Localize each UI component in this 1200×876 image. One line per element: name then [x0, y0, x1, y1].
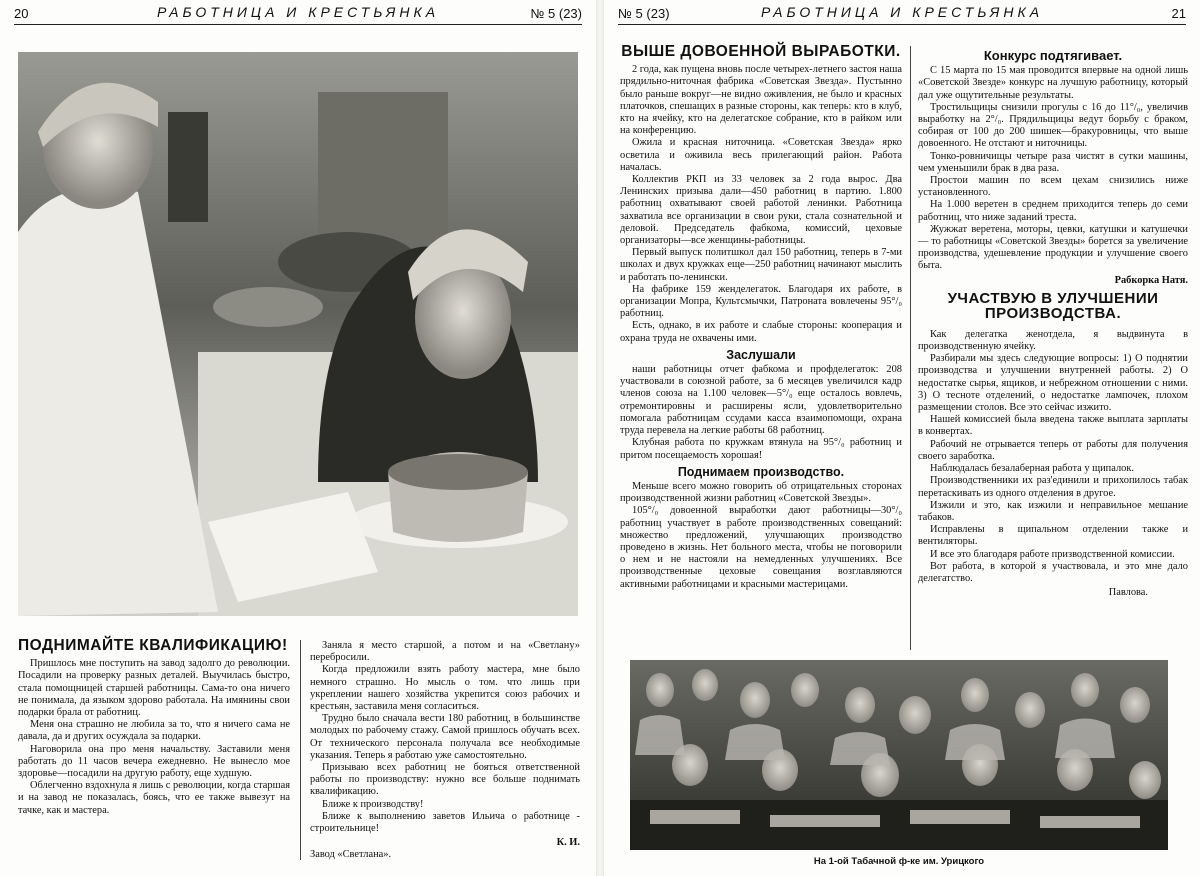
- article-b-title: Конкурс подтягивает.: [983, 48, 1123, 63]
- left-article-col1: [18, 637, 290, 817]
- paragraph: Когда предложили взять работу мастера, мне было немного страшно. Но мысль о том. что лишь при укреплении нашего хозяйства укрепится союз рабочих и крестьян, заставила меня согласиться.: [310, 664, 580, 713]
- article-c-signature: Павлова.: [1108, 587, 1148, 599]
- tobacco-factory-photo: [630, 660, 1168, 850]
- paragraph: Как делегатка женотдела, я выдвинута в производственную ячейку.: [918, 328, 1188, 353]
- article-a-title: ВЫШЕ ДОВОЕННОЙ ВЫРАБОТКИ.: [621, 43, 901, 60]
- magazine-title: РАБОТНИЦА И КРЕСТЬЯНКА: [760, 4, 1044, 20]
- page-number: 20: [14, 6, 29, 21]
- article-a-subheading: Заслушали: [726, 347, 796, 362]
- paragraph: Рабочий не отрывается теперь от работы для получения своего заработка.: [918, 438, 1188, 462]
- paragraph: Изжили и это, как изжили и неправильное мешание табаков.: [918, 499, 1188, 523]
- right-page: [604, 0, 1200, 876]
- paragraph: Производственники их раз'единили и прихопилось табак перетаскивать из одного отделения в другое.: [918, 475, 1188, 499]
- header-rule: [14, 24, 582, 25]
- paragraph: Заняла я место старшой, а потом и на «Светлану» перебросили.: [310, 640, 580, 664]
- canteen-photo: [18, 52, 578, 616]
- paragraph: Есть, однако, в их работе и слабые стороны: кооперация и охрана труда не охвачены ими.: [620, 320, 902, 344]
- paragraph: Меня она страшно не любила за то, что я ничего сама не давала, да и других осуждала за подарки.: [18, 719, 290, 743]
- paragraph: Пришлось мне поступить на завод задолго до революции. Посадили на проверку разных деталей. Выучилась быстро, стала помощницей старшей работницы. Сама-то она ничего не понимала, да языком здорово работала. На имянины свои подарки брала от работниц.: [18, 658, 290, 719]
- paragraph: 105°/₀ довоенной выработки дают работницы—30°/₀ работниц участвует в работе производственных совещаний: множество предложений, улучшающих производство проведено в жизнь. Нет больного места, чтобы не поговорили о нем и не настояли на немедленных улучшениях. Все производственные цеховые совещания возглавляются активными работницами и красными мастерицами.: [620, 505, 902, 590]
- paragraph: Тростильщицы снизили прогулы с 16 до 11°/₀, увеличив выработку на 2°/₀. Прядильщицы ведут борьбу с браком, собирая от 100 до 200 шишек—бракуровницы, что выше довоенного. Не отстают и ниточницы.: [918, 101, 1188, 150]
- author-signature: К. И.: [556, 837, 580, 849]
- article-a: [620, 43, 902, 591]
- left-article-title: ПОДНИМАЙТЕ КВАЛИФИКАЦИЮ!: [18, 637, 288, 654]
- paragraph: Ближе к производству!: [322, 798, 424, 810]
- paragraph: Тонко-ровничищы четыре раза чистят в сутки машины, чем уменьшили брак в два раза.: [918, 150, 1188, 174]
- column-rule: [300, 640, 301, 860]
- article-b-signature: Рабкорка Натя.: [1114, 274, 1188, 286]
- paragraph: Нашей комиссией была введена также выплата зарплаты в конвертах.: [918, 414, 1188, 438]
- gutter: [596, 0, 604, 876]
- paragraph: С 15 марта по 15 мая проводится впервые на одной лишь «Советской Звезде» конкурс на лучшую работницу, который дал уже ощутительные результаты.: [918, 65, 1188, 101]
- paragraph: Коллектив РКП из 33 человек за 2 года вырос. Два Ленинских призыва дали—450 работниц в партию. 1.800 работниц охватывают своей работой ленинки. Работница захватила все организации в свои руки, стала сознательной и деловой. Председатель фабкома, комиссий, цеховые организаторы—все женщины-работницы.: [620, 174, 902, 247]
- paragraph: Облегченно вздохнула я лишь с революции, когда старшая и на завод не показалась, боясь, что ее также вывезут на тачке, как и мастера.: [18, 780, 290, 816]
- header-rule: [618, 24, 1186, 25]
- paragraph: Трудно было сначала вести 180 работниц, в большинстве молодых по рабочему стажу. Самой пришлось обучать всех. От технического персонала получала все необходимые указания. Теперь я работаю уже самостоятельно.: [310, 713, 580, 761]
- article-b: [918, 46, 1188, 599]
- paragraph: Исправлены в щипальном отделении также и вентиляторы.: [918, 524, 1188, 548]
- paragraph: Наговорила она про меня начальству. Заставили меня работать до 11 часов вечера ежедневно. Не вынесло мое здоровье—посадили на другую работу, еще худшую.: [18, 743, 290, 780]
- issue-number: № 5 (23): [618, 6, 670, 21]
- left-page: [0, 0, 596, 876]
- author-place: Завод «Светлана».: [310, 849, 392, 861]
- paragraph: Ближе к выполнению заветов Ильича о работнице - строительнице!: [310, 810, 580, 835]
- paragraph: Наблюдалась безалаберная работа у щипалок.: [930, 463, 1134, 475]
- paragraph: Ожила и красная ниточница. «Советская Звезда» ярко осветила и оживила весь прилегающий район. Работа началась.: [620, 137, 902, 173]
- paragraph: наши работницы отчет фабкома и профделегаток: 208 участвовали в союзной работе, за 6 месяцев увеличился кадр членов союза на 1.100 человек—5°/₀ еще осталось вовлечь, отремонтировны и расширены ясли, удовлетворительно помогала работницам ссудами касса взаимопомощи, охрана труда перевела на легкие работы 68 работниц.: [620, 364, 902, 437]
- paragraph: На 1.000 веретен в среднем приходится теперь до семи работниц, что ниже заданий треста.: [918, 199, 1188, 223]
- paragraph: Вот работа, в которой я участвовала, и это мне дало делегатство.: [918, 560, 1188, 584]
- article-a-subheading: Поднимаем производство.: [677, 464, 845, 479]
- paragraph: На фабрике 159 женделегаток. Благодаря их работе, в организации Мопра, Культсмычки, Патроната вовлечены 95°/₀ работниц.: [620, 283, 902, 320]
- paragraph: 2 года, как пущена вновь после четырех-летнего застоя наша прядильно-ниточная фабрика «Советская Звезда». Пустынно было раньше вокруг—не видно оживления, не было и красных платочков, спешащих в разные стороны, как теперь: кто в клуб, кто на ячейку, кто на делегатское собрание, кто в райком или на конференцию.: [620, 64, 902, 137]
- right-page-header: [618, 4, 1186, 26]
- paragraph: Призываю всех работниц не бояться ответственной работы по производству: нужно все больше поднимать квалификацию.: [310, 762, 580, 798]
- article-c-title: УЧАСТВУЮ В УЛУЧШЕНИИ ПРОИЗВОДСТВА.: [947, 289, 1159, 322]
- paragraph: Меньше всего можно говорить об отрицательных сторонах производственной жизни работниц «Советской Звезды».: [620, 480, 902, 505]
- magazine-title: РАБОТНИЦА И КРЕСТЬЯНКА: [156, 4, 440, 20]
- left-article-col2: [310, 640, 580, 862]
- paragraph: Первый выпуск политшкол дал 150 работниц, теперь в 7-ми школах и двух кружках еще—250 работниц начинают мыслить и работать по-ленински.: [620, 247, 902, 283]
- paragraph: И все это благодаря работе призводственной комиссии.: [930, 548, 1175, 560]
- left-page-header: [14, 4, 582, 26]
- issue-number: № 5 (23): [530, 6, 582, 21]
- paragraph: Разбирали мы здесь следующие вопросы: 1) О поднятии производства и улучшении внутренней работы. 2) О недостатке сырья, ящиков, и небрежном отношении с ними. 3) О тесноте отделений, о недостатке лампочек, плохом размещении столов. Все это сейчас изжито.: [918, 353, 1188, 414]
- paragraph: Клубная работа по кружкам втянула на 95°/₀ работниц и притом посещаемость хорошая!: [620, 437, 902, 461]
- paragraph: Жужжат веретена, моторы, цевки, катушки и катушечки — то работницы «Советской Звезды» борется за увеличение производства, удешевление продукции и улучшение своего быта.: [918, 223, 1188, 272]
- page-number: 21: [1171, 6, 1186, 21]
- paragraph: Простои машин по всем цехам снизились ниже установленного.: [918, 175, 1188, 199]
- column-rule: [910, 46, 911, 650]
- photo-caption: На 1-ой Табачной ф-ке им. Урицкого: [813, 856, 985, 867]
